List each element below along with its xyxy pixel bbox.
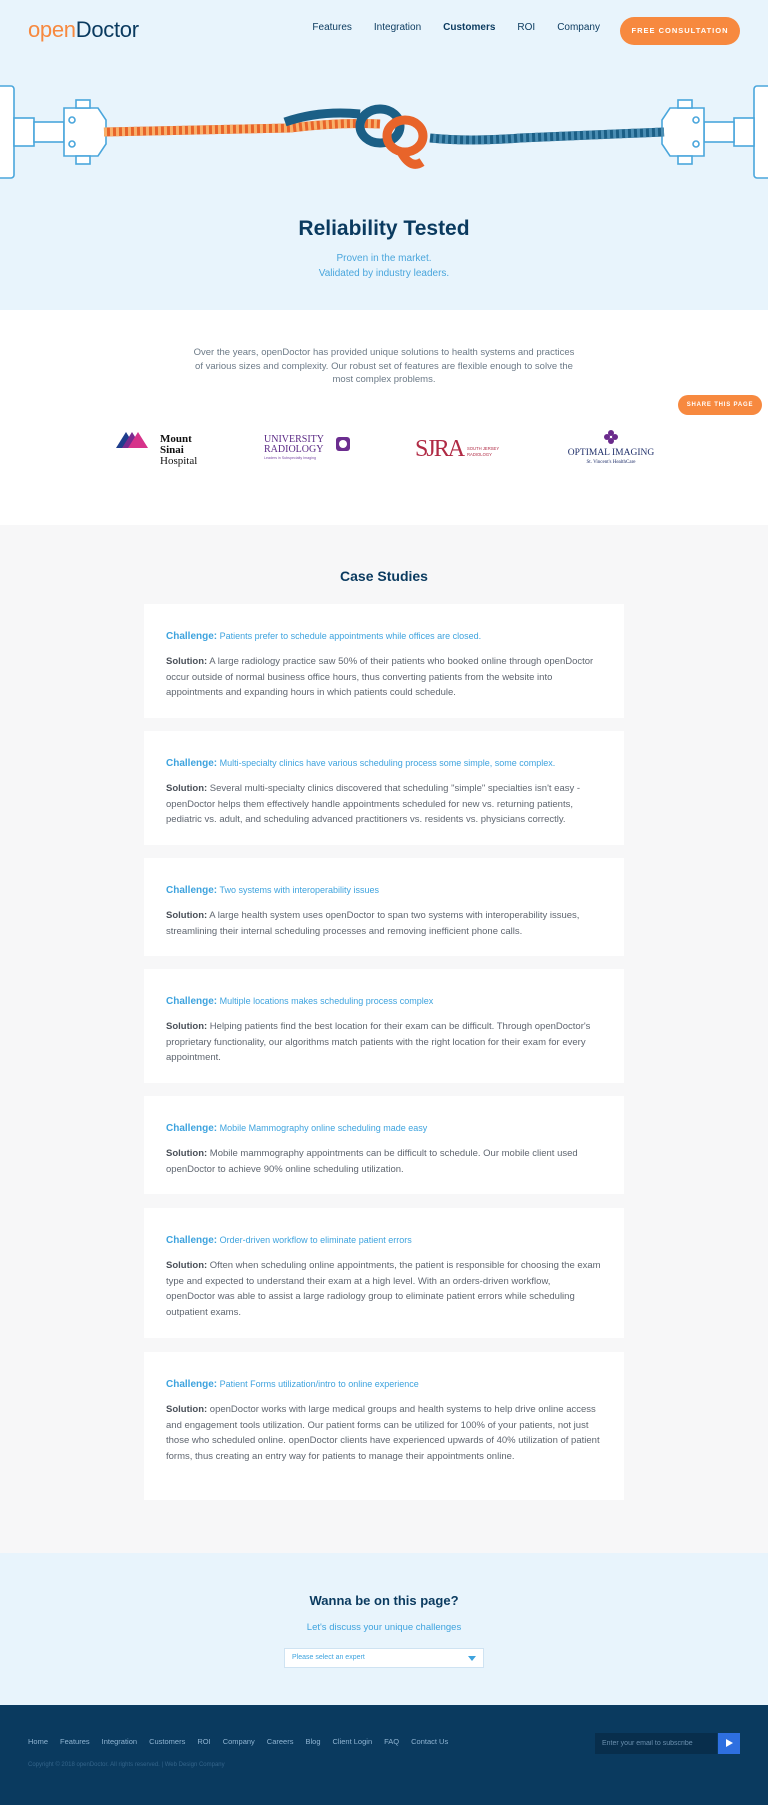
intro-text: Over the years, openDoctor has provided unique solutions to health systems and practices of various sizes and complexity. Our robust set of features are flexible enough to solve the most complex problems.	[193, 347, 575, 385]
solution-text: Mobile mammography appointments can be difficult to schedule. Our mobile client used openDoctor to achieve 90% online scheduling utilization.	[166, 1148, 578, 1175]
hero-subtitle-1: Proven in the market.	[336, 253, 432, 264]
rope-knot-illustration	[0, 70, 768, 190]
hero-section	[0, 0, 768, 310]
logo-st-vincents: St. Vincent's HealthCare	[586, 460, 636, 465]
challenge-line	[166, 884, 602, 897]
footer-link-company[interactable]: Company	[222, 1737, 255, 1746]
footer-link-faq[interactable]: FAQ	[384, 1737, 400, 1746]
customer-logos	[112, 428, 656, 468]
challenge-label: Challenge:	[166, 996, 218, 1007]
challenge-line	[166, 757, 602, 770]
logo-open: open	[28, 17, 76, 42]
hero-subtitle-2: Validated by industry leaders.	[318, 268, 450, 279]
footer-link-features[interactable]: Features	[60, 1737, 90, 1746]
main-nav	[290, 22, 600, 33]
challenge-text: Mobile Mammography online scheduling made easy	[219, 1123, 428, 1133]
logo-south-jersey: SOUTH JERSEY	[467, 446, 500, 451]
challenge-text: Patient Forms utilization/intro to online experience	[219, 1379, 419, 1389]
expert-select-value: Please select an expert	[292, 1654, 365, 1661]
solution-label: Solution:	[166, 1260, 208, 1271]
nav-customers[interactable]: Customers	[443, 22, 496, 33]
footer-link-client-login[interactable]: Client Login	[332, 1737, 373, 1746]
solution-line	[166, 1258, 602, 1320]
logo-optimal-imaging: OPTIMAL IMAGING	[567, 448, 655, 458]
solution-line	[166, 781, 602, 828]
contact-expert-section	[0, 1553, 768, 1705]
challenge-line	[166, 630, 602, 643]
flower-icon	[604, 430, 618, 444]
footer-link-blog[interactable]: Blog	[305, 1737, 321, 1746]
footer-link-contact-us[interactable]: Contact Us	[411, 1737, 449, 1746]
free-consultation-button[interactable]: FREE CONSULTATION	[620, 17, 740, 45]
challenge-label: Challenge:	[166, 885, 218, 896]
solution-text: Helping patients find the best location for their exam can be difficult. Through openDoctor's proprietary functionality, our algorithms match patients with the right location for their exam for every appointment.	[166, 1021, 591, 1063]
subscribe-email-input[interactable]	[595, 1733, 717, 1754]
case-card	[144, 731, 624, 845]
solution-label: Solution:	[166, 1404, 208, 1415]
logo-sjra-radiology: RADIOLOGY	[467, 452, 492, 457]
challenge-text: Order-driven workflow to eliminate patient errors	[219, 1235, 412, 1245]
case-card	[144, 604, 624, 718]
logo-university: UNIVERSITY	[264, 434, 324, 445]
solution-line	[166, 654, 602, 701]
challenge-line	[166, 1378, 602, 1391]
challenge-line	[166, 995, 602, 1008]
challenge-label: Challenge:	[166, 1379, 218, 1390]
solution-line	[166, 1146, 602, 1177]
solution-text: Often when scheduling online appointments, the patient is responsible for choosing the exam type and expected to understand their exam at a high level. With an orders-driven workflow, openDoctor was able to assist a large radiology group to eliminate patient errors while scheduling outpatient exams.	[166, 1260, 601, 1318]
solution-line	[166, 1019, 602, 1066]
logo-hospital: Hospital	[160, 455, 198, 467]
challenge-label: Challenge:	[166, 758, 218, 769]
solution-label: Solution:	[166, 656, 208, 667]
wanna-title: Wanna be on this page?	[309, 1593, 459, 1608]
left-clamp-icon	[0, 86, 106, 178]
case-card	[144, 858, 624, 956]
solution-label: Solution:	[166, 910, 208, 921]
solution-label: Solution:	[166, 1021, 208, 1032]
solution-text: Several multi-specialty clinics discovered that scheduling "simple" specialties isn't easy - openDoctor helps them effectively handle appointments scheduled for new vs. returning patients, pediatric vs. adult, and scheduling advanced practitioners vs. residents vs. physicians correctly.	[166, 783, 581, 825]
wanna-subtitle: Let's discuss your unique challenges	[306, 1622, 462, 1633]
sjra-logo	[415, 428, 505, 468]
solution-text: A large health system uses openDoctor to span two systems with interoperability issues, streamlining their internal scheduling processes and removing inefficient phone calls.	[166, 910, 580, 937]
footer-link-careers[interactable]: Careers	[266, 1737, 294, 1746]
chevron-down-icon	[468, 1656, 476, 1661]
mount-sinai-logo	[112, 428, 212, 468]
solution-text: openDoctor works with large medical groups and health systems to help drive online access and engagement tools utilization. Our patient forms can be utilized for 100% of your patients, not just those who scheduled online. openDoctor clients have experienced upwards of 40% utilization of patient forms, thus creating an entry way for patients to manage their appointments online.	[166, 1404, 600, 1462]
challenge-label: Challenge:	[166, 1123, 218, 1134]
copyright: Copyright © 2018 openDoctor. All rights reserved. | Web Design Company	[28, 1762, 225, 1768]
logo-doctor: Doctor	[75, 17, 139, 42]
logo-sjra: SJRA	[415, 436, 464, 462]
case-card	[144, 969, 624, 1083]
solution-text: A large radiology practice saw 50% of their patients who booked online through openDoctor occur outside of normal business office hours, thus converting patients from the website into appointments and expanding hours in which patients could schedule.	[166, 656, 594, 698]
case-card	[144, 1208, 624, 1338]
nav-company[interactable]: Company	[557, 22, 600, 33]
nav-features[interactable]: Features	[312, 22, 352, 33]
case-studies-section	[0, 525, 768, 1553]
logo[interactable]	[28, 17, 139, 43]
footer-link-customers[interactable]: Customers	[149, 1737, 186, 1746]
solution-line	[166, 908, 602, 939]
footer	[0, 1705, 768, 1805]
challenge-line	[166, 1234, 602, 1247]
solution-label: Solution:	[166, 1148, 208, 1159]
footer-nav	[28, 1737, 460, 1746]
logo-sinai: Sinai	[160, 444, 184, 456]
challenge-text: Multi-specialty clinics have various scheduling process some simple, some complex.	[219, 758, 556, 768]
university-radiology-logo	[264, 428, 354, 468]
solution-line	[166, 1402, 602, 1464]
footer-link-integration[interactable]: Integration	[101, 1737, 138, 1746]
solution-label: Solution:	[166, 783, 208, 794]
challenge-text: Two systems with interoperability issues	[219, 885, 380, 895]
right-clamp-icon	[662, 86, 768, 178]
challenge-text: Patients prefer to schedule appointments while offices are closed.	[219, 631, 482, 641]
logo-tagline: Leaders in Subspecialty Imaging	[264, 456, 316, 460]
footer-link-home[interactable]: Home	[28, 1737, 49, 1746]
nav-integration[interactable]: Integration	[373, 22, 422, 33]
logo-mount: Mount	[160, 433, 192, 445]
subscribe-submit-button[interactable]	[718, 1733, 740, 1754]
nav-roi[interactable]: ROI	[517, 22, 536, 33]
footer-link-roi[interactable]: ROI	[197, 1737, 211, 1746]
case-studies-title: Case Studies	[340, 568, 428, 584]
challenge-label: Challenge:	[166, 631, 218, 642]
challenge-text: Multiple locations makes scheduling process complex	[219, 996, 434, 1006]
challenge-label: Challenge:	[166, 1235, 218, 1246]
hero-title: Reliability Tested	[298, 217, 470, 240]
expert-select[interactable]	[284, 1648, 484, 1668]
optimal-imaging-logo	[566, 428, 656, 468]
logo-radiology: RADIOLOGY	[264, 444, 324, 455]
share-page-button[interactable]: SHARE THIS PAGE	[678, 395, 762, 415]
challenge-line	[166, 1122, 602, 1135]
case-card	[144, 1096, 624, 1194]
case-card	[144, 1352, 624, 1500]
